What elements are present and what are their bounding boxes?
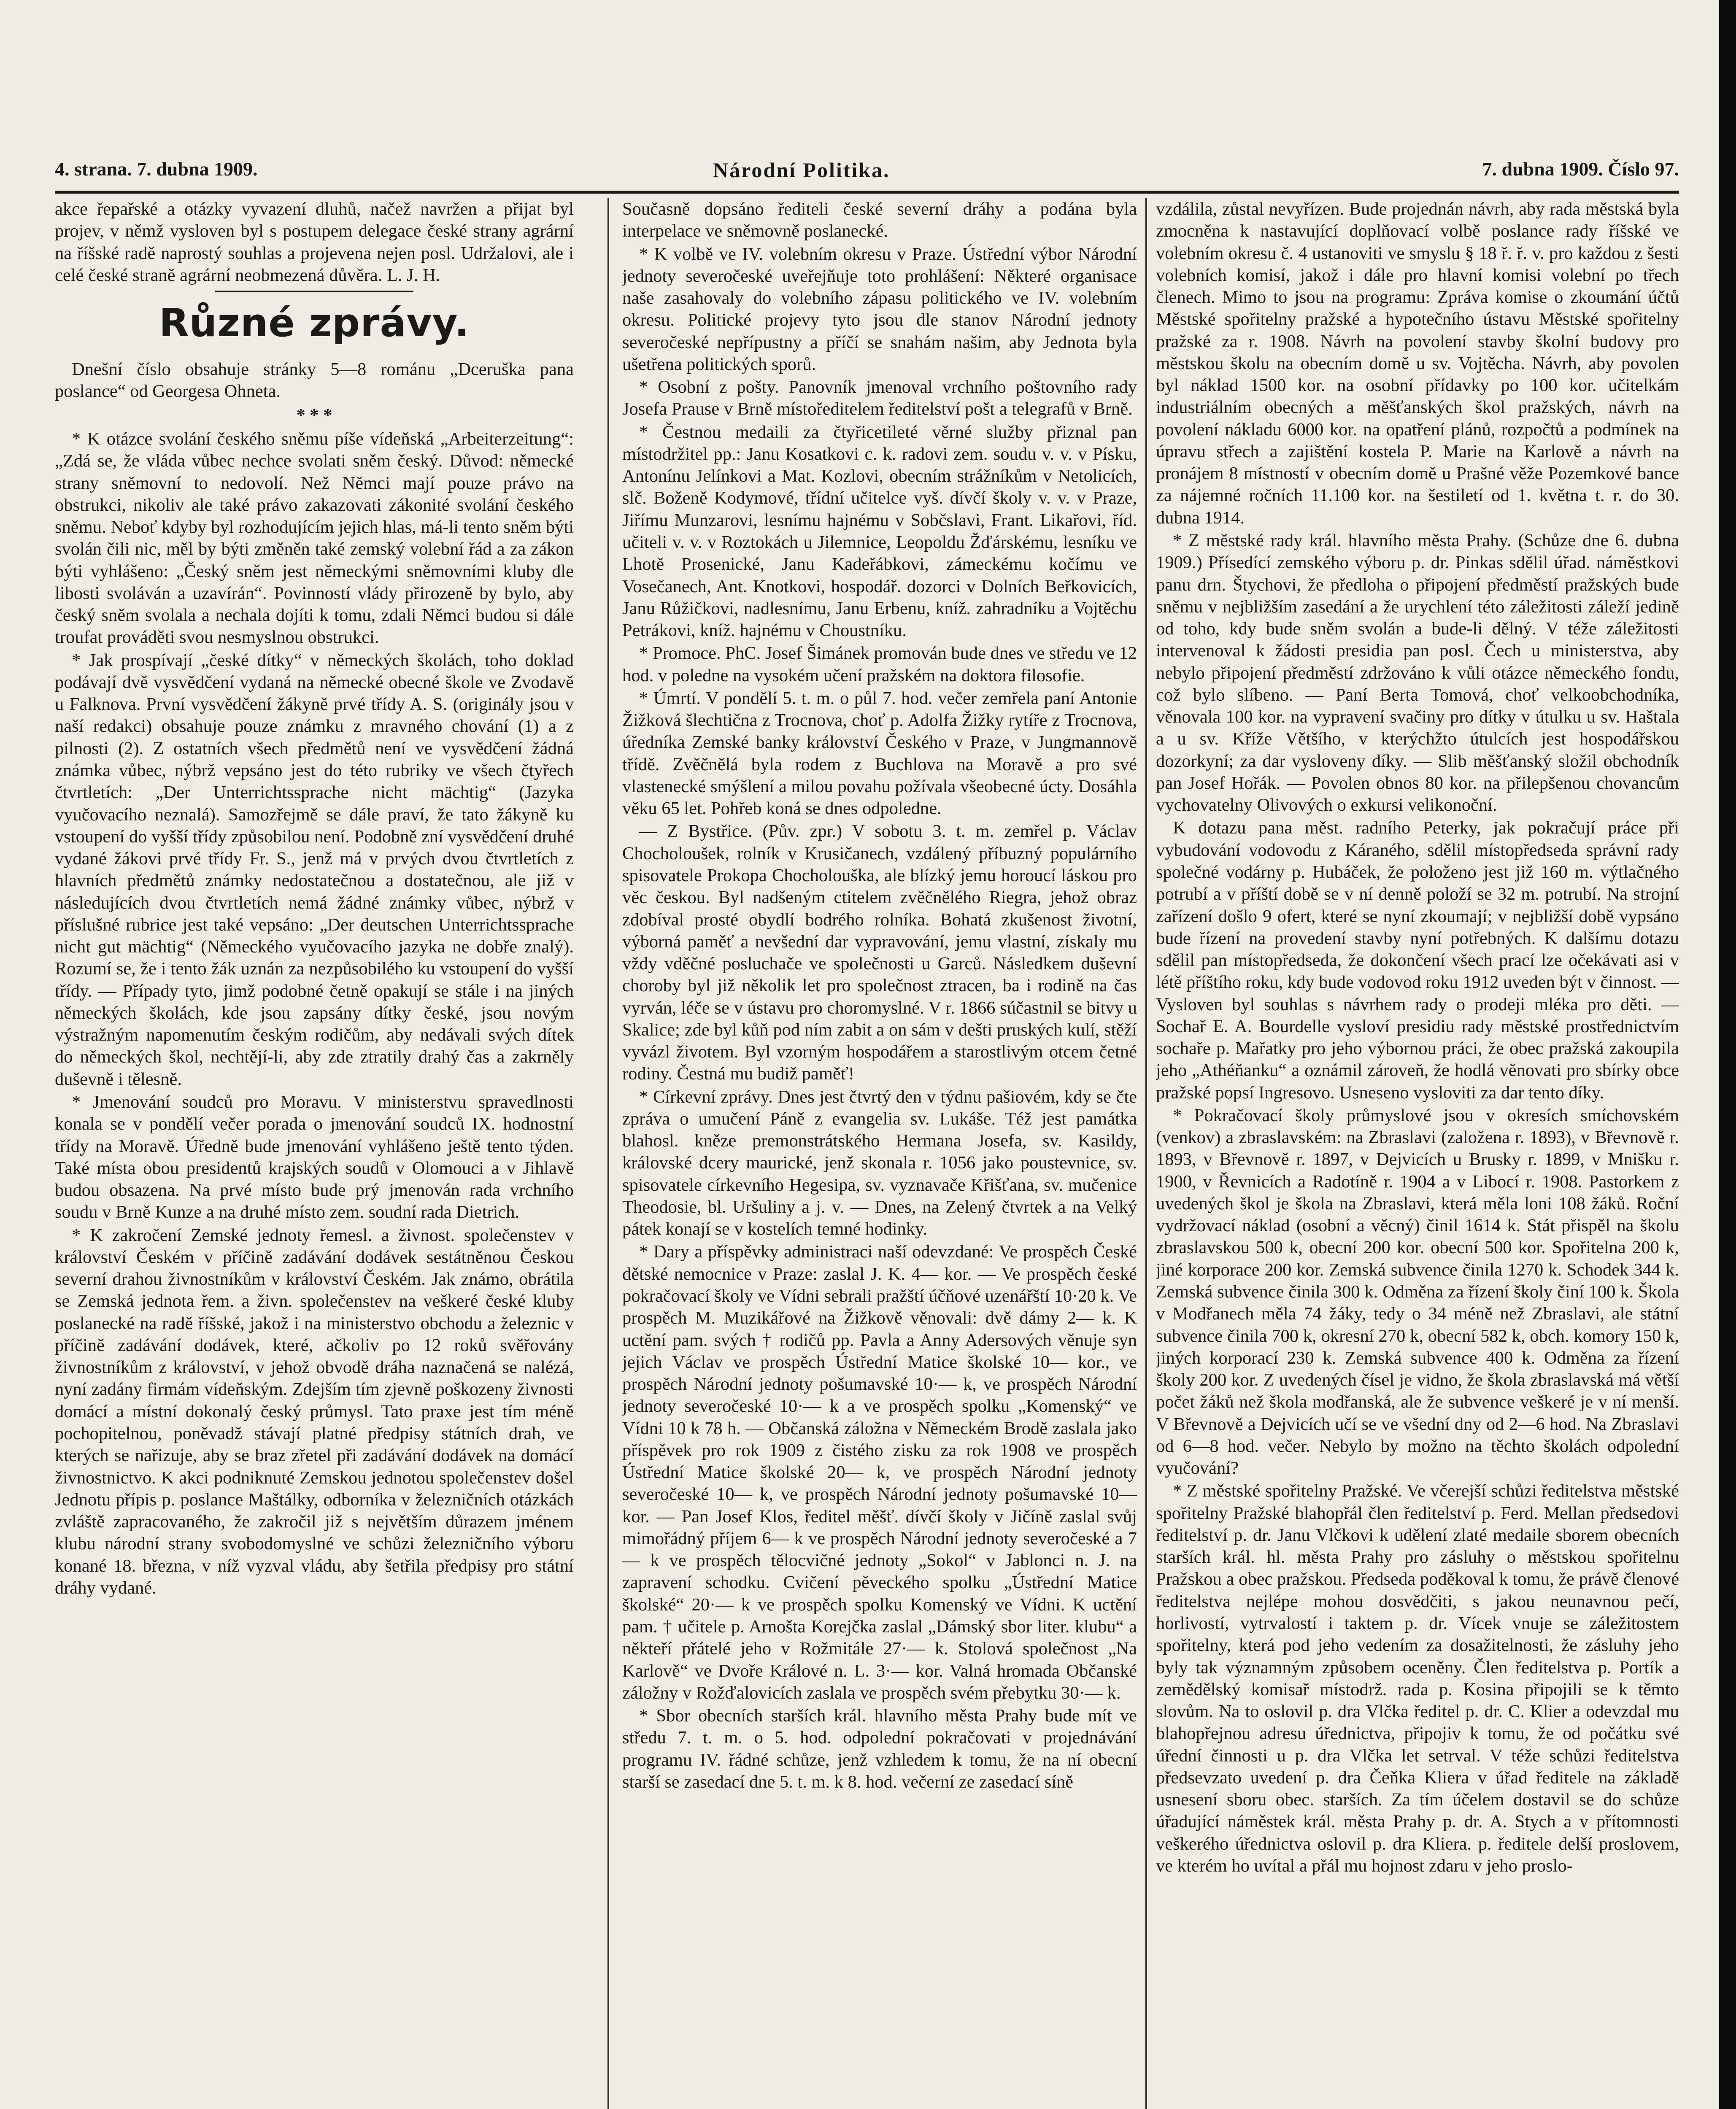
article-paragraph: * Z městské rady král. hlavního města Prahy. (Schůze dne 6. dubna 1909.) Přísedící zemského výboru p. dr. Pinkas sdělil úřad. náměstkovi panu drn. Štychovi, že předloha o připojení předměstí pražských bude sněmu v nejbližším zasedání a že urychlení této záležitosti záleží jedině od toho, kdy bude sněm svolán a bude-li dělný. V téže záležitosti intervenoval k žádosti presidia pan posl. Čech u ministerstva, aby nebylo připojení předměstí zdržováno k vůli otázce německého fondu, což bylo slíbeno. — Paní Berta Tomová, choť velkoobchodníka, věnovala 100 kor. na vypravení svačiny pro dítky v útulku u sv. Haštala a u sv. Kříže Většího, v kterýchžto útulcích jest hospodářskou dozorkyní; za dar vysloveny díky. — Slib měšťanský složil obchodník pan Josef Hořák. — Povolen obnos 80 kor. na přilepšenou chovancům vychovatelny Olivových o exkursi velikonoční. [1156,530,1679,815]
section-title: Různé zprávy. [159,300,470,346]
article-paragraph: * Církevní zprávy. Dnes jest čtvrtý den v týdnu pašiovém, kdy se čte zpráva o umučení Páně z evangelia sv. Lukáše. Též jest památka blahosl. kněze premonstrátského Hermana Josefa, sv. Kasildy, královské dcery maurické, jenž skonala r. 1056 jako poustevnice, sv. spisovatele církevního Hegesipa, sv. vyznavače Křišťana, sv. mučenice Theodosie, bl. Uršuliny a j. v. — Dnes, na Zelený čtvrtek a na Velký pátek konají se v kostelích temné hodinky. [622,1087,1137,1239]
section-divider-stars: * * * [296,405,332,425]
page-header [55,152,1679,190]
column-rule-2 [1145,198,1147,2109]
article-paragraph: * K otázce svolání českého sněmu píše vídeňská „Arbeiterzeitung“: „Zdá se, že vláda vůbec nechce svolati sněm český. Důvod: německé strany sněmovní to nedovolí. Než Němci mají pouze právo na obstrukci, nikoliv ale také právo zakazovati zákonité svolání českého sněmu. Neboť kdyby byl rozhodujícím jejich hlas, má-li tento sněm býti svolán čili nic, měl by býti změněn také zemský volební řád a za zákon býti vyhlášeno: „Český sněm jest německými sněmovními kluby dle libosti svoláván a uzavírán“. Povinností vlády přirozeně by bylo, aby český sněm svolala a nechala dojíti k tomu, zdali Němci budou si dále troufat prováděti svou nesmyslnou obstrukci. [55,429,574,647]
article-paragraph: * Sbor obecních starších král. hlavního města Prahy bude mít ve středu 7. t. m. o 5. hod. odpolední pokračovati v projednávání programu IV. řádné schůze, jenž vzhledem k tomu, že na ní obecní starší se zasedací dne 5. t. m. k 8. hod. večerní ze zasedací síně [622,1706,1137,1792]
article-paragraph: — Z Bystřice. (Pův. zpr.) V sobotu 3. t. m. zemřel p. Václav Chocholoušek, rolník v Krusičanech, vzdálený příbuzný populárního spisovatele Prokopa Chocholouška, ale blízký jemu horoucí láskou pro věc českou. Byl nadšeným ctitelem zvěčnělého Riegra, jehož obraz zdobíval prosté obydlí bodrého rolníka. Bohatá zkušenost životní, výborná paměť a nevšední dar vypravování, jemu vlastní, získaly mu vždy vděčné posluchače ve společnosti u Garců. Následkem duševní choroby byl již několik let pro společnost ztracen, ba i rodině na čas vyrván, léče se v ústavu pro choromyslné. V r. 1866 súčastnil se bitvy u Skalice; zde byl kůň pod ním zabit a on sám v dešti pruských kulí, stěží vyvázl životem. Byl vzorným hospodářem a starostlivým otcem četné rodiny. Čestná mu budiž paměť! [622,821,1137,1084]
article-paragraph: * Promoce. PhC. Josef Šimánek promován bude dnes ve středu ve 12 hod. v poledne na vysokém učení pražském na doktora filosofie. [622,643,1137,685]
article-paragraph: * Dary a příspěvky administraci naší odevzdané: Ve prospěch České dětské nemocnice v Praze: zaslal J. K. 4— kor. — Ve prospěch české pokračovací školy ve Vídni sebrali pražští účňové uzenářští 10·20 k. Ve prospěch M. Muzikářové na Žižkově věnovali: dvě dámy 2— k. K uctění pam. svých † rodičů pp. Pavla a Anny Adersových věnuje syn jejich Václav ve prospěch Ústřední Matice školské 10— kor., ve prospěch Národní jednoty pošumavské 10·— k, ve prospěch Národní jednoty severočeské 10·— k a ve prospěch spolku „Komenský“ ve Vídni 10 k 78 h. — Občanská záložna v Německém Brodě zaslala jako příspěvek pro rok 1909 z čistého zisku za rok 1908 ve prospěch Ústřední Matice školské 20— k, ve prospěch Národní jednoty severočeské 10— k, ve prospěch Národní jednoty pošumavské 10— kor. — Pan Josef Klos, ředitel měšť. dívčí školy v Jičíně zaslal svůj mimořádný příjem 6— k ve prospěch Národní jednoty severočeské a 7— k ve prospěch tělocvičné jednoty „Sokol“ v Jablonci n. J. na zapravení schodku. Cvičení pěveckého spolku „Ústřední Matice školské“ 20·— k ve prospěch spolku Komenský ve Vídni. K uctění pam. † učitele p. Arnošta Korejčka zaslal „Dámský sbor liter. klubu“ a někteří přátelé jeho v Rožmitále 27·— k. Stolová společnost „Na Karlově“ ve Dvoře Králové n. L. 3·— kor. Valná hromada Občanské záložny v Rožďalovicích zaslala ve prospěch svém přebytku 30·— k. [622,1242,1137,1703]
article-paragraph: K dotazu pana měst. radního Peterky, jak pokračují práce při vybudování vodovodu z Káraného, sdělil místopředseda správní rady společné vodárny p. Hubáček, že položeno jest již 160 m. výtlačného potrubí a v příští době se v ní denně položí se 32 m. potrubí. Na strojní zařízení došlo 9 ofert, které se nyní zkoumají; v nejbližší době vypsáno bude řízení na provedení stavby nyní potřebných. K dalšímu dotazu sdělil pan místopředseda, že dokončení všech prací lze očekávati asi v létě příštího roku, kdy bude vodovod roku 1912 uveden být v činnost. — Vysloven byl souhlas s návrhem rady o prodeji mléka pro děti. — Sochař E. A. Bourdelle vysloví presidiu rady městské prostřednictvím sochaře p. Mařatky pro jeho výbornou práci, že obec pražská zakoupila jeho „Athéňanku“ a oznámil zároveň, že hodlá věnovati pro sbírky obce pražské popsí Ingresovo. Usneseno vysloviti za dar tento díky. [1156,818,1679,1103]
scan-border [1719,0,1736,2109]
header-left: 4. strana. 7. dubna 1909. [55,158,258,180]
article-paragraph: Současně dopsáno řediteli české severní dráhy a podána byla interpelace ve sněmovně poslanecké. [622,199,1137,241]
article-paragraph: * Čestnou medaili za čtyřicetileté věrné služby přiznal pan místodržitel pp.: Janu Kosatkovi c. k. radovi zem. soudu v. v. v Písku, Antonínu Jelínkovi a Mat. Kozlovi, obecním strážníkům v Netolicích, slč. Boženě Kodymové, třídní učitelce vyš. dívčí školy v. v. v Praze, Jiřímu Munzarovi, lesnímu hajnému v Sobčslavi, Frant. Likařovi, říd. učiteli v. v. v Roztokách u Jilemnice, Leopoldu Žďárskému, lesníku ve Lhotě Prosenické, Janu Kadeřábkovi, zámeckému kočímu ve Vosečanech, Ant. Knotkovi, hospodář. dozorci v Dolních Beřkovicích, Janu Růžičkovi, nadlesnímu, Janu Erbenu, kníž. zahradníku a Vojtěchu Petrákovi, kníž. hajnému v Choustníku. [622,422,1137,641]
article-paragraph: vzdálila, zůstal nevyřízen. Bude projednán návrh, aby rada městská byla zmocněna k nastavující doplňovací volbě poslance rady říšské ve volebním okresu č. 4 ustanoviti ve smyslu § 18 ř. ř. v. pro každou z šesti volebních komisí, jakož i dále pro hlavní komisi volební po třech členech. Mimo to jsou na programu: Zpráva komise o zkoumání účtů Městské spořitelny pražské a hypotečního ústavu Městské spořitelny pražské za r. 1908. Návrh na povolení stavby školní budovy pro městskou školu na obecním domě u sv. Vojtěcha. Návrh, aby povolen byl náklad 1500 kor. na osobní přídavky po 100 kor. učitelkám industriálním obecných a měšťanských škol pražských, návrh na povolení nákladu 6000 kor. na opatření plánů, rozpočtů a podmínek na úpravu střech a zajištění kostela P. Marie na Karlově a návrh na pronájem 8 místností v obecním domě u Prašné věže Pozemkové bance za nájemné ročních 11.100 kor. na šestiletí od 1. května t. r. do 30. dubna 1914. [1156,199,1679,528]
section-rule [215,291,413,292]
article-paragraph: * Pokračovací školy průmyslové jsou v okresích smíchovském (venkov) a zbraslavském: na Zbraslavi (založena r. 1893), v Břevnově r. 1893, v Břevnově r. 1897, v Dejvicích u Brusky r. 1899, v Mnišku r. 1900, v Řevnicích a Radotíně r. 1904 a v Libocí r. 1908. Pastorkem z uvedených škol je škola na Zbraslavi, která měla loni 108 žáků. Roční vydržovací náklad (osobní a věcný) činil 1614 k. Stát přispěl na školu zbraslavskou 500 k, obecní 200 kor. obecní 500 kor. Spořitelna 200 k, jiné korporace 200 kor. Zemská subvence činila 1270 k. Schodek 344 k. Zemská subvence činila 300 k. Odměna za řízení školy činí 100 k. Škola v Modřanech měla 74 žáky, tedy o 34 méně než Zbraslavi, ale státní subvence činila 700 k, okresní 270 k, obecní 582 k, obch. komory 150 k, jiných korporací 230 k. Zemská subvence 400 k. Odměna za řízení školy 200 kor. Z uvedených čísel je vidno, že škola zbraslavská má větší počet žáků než škola modřanská, ale že subvence veškeré je v ní menší. V Břevnově a Dejvicích učí se ve všední dny od 2—6 hod. Na Zbraslavi od 6—8 hod. večer. Nebylo by možno na těchto školách odpolední vyučování? [1156,1105,1679,1478]
article-paragraph: * K volbě ve IV. volebním okresu v Praze. Ústřední výbor Národní jednoty severočeské uveřejňuje toto prohlášení: Některé organisace naše zasahovaly do volebního zápasu politického ve IV. volebním okresu. Politické projevy tyto jsou dle stanov Národní jednoty severočeské nepřípustny a příčí se snahám našim, aby Jednota byla ušetřena politických sporů. [622,244,1137,374]
column-2 [622,198,1137,2109]
header-rule [55,191,1679,194]
masthead-title: Národní Politika. [713,158,890,182]
article-paragraph: * Osobní z pošty. Panovník jmenoval vrchního poštovního rady Josefa Prause v Brně místoředitelem ředitelství pošt a telegrafů v Brně. [622,377,1137,419]
article-paragraph: * Z městské spořitelny Pražské. Ve včerejší schůzi ředitelstva městské spořitelny Pražské blahopřál člen ředitelství p. Ferd. Mellan předsedovi ředitelství p. dr. Janu Vlčkovi k udělení zlaté medaile sborem obecních starších král. hl. města Prahy pro zásluhy o městskou spořitelnu Pražskou a obec pražskou. Předseda poděkoval k tomu, že právě členové ředitelstva nejlépe mohou dosvědčiti, s jakou neunavnou pečí, horlivostí, vytrvalostí i taktem p. dr. Vícek vnuje se záležitostem spořitelny, která pod jeho vedením za dosažitelnosti, že zásluhy jeho byly tak významným způsobem oceněny. Člen ředitelstva p. Portík a zemědělský komisař místodrž. rada p. Kosina připojili se k těmto slovům. Na to oslovil p. dra Vlčka ředitel p. dr. C. Klier a odevzdal mu blahopřejnou adresu úřednictva, připojiv k tomu, že od počátku své úřední činnosti u p. dra Vlčka let setrval. V téže schůzi ředitelstva předsevzato uvedení p. dra Čeňka Kliera v úřad ředitele na základě usnesení sboru obec. starších. Za tím účelem dostavil se do schůze úřadující náměstek král. města Prahy p. dr. A. Stych a v přítomnosti veškerého úřednictva oslovil p. dra Kliera. p. ředitele delší proslovem, ve kterém ho uvítal a přál mu hojnost zdaru v jeho proslo- [1156,1481,1679,1876]
article-paragraph: * Úmrtí. V pondělí 5. t. m. o půl 7. hod. večer zemřela paní Antonie Žižková šlechtična z Trocnova, choť p. Adolfa Žižky rytíře z Trocnova, úředníka Zemské banky království Českého v Praze, v Jungmannově třídě. Zvěčnělá byla rodem z Buchlova na Moravě a pro své vlastenecké smýšlení a milou povahu požívala všeobecné úcty. Dosáhla věku 65 let. Pohřeb koná se dnes odpoledne. [622,688,1137,819]
article-paragraph: * Jak prospívají „české dítky“ v německých školách, toho doklad podávají dvě vysvědčení vydaná na německé obecné škole ve Zvodavě u Falknova. První vysvědčení žákyně prvé třídy A. S. (originály jsou v naší redakci) obsahuje pouze známku z mravného chování (1) a z pilnosti (2). Z ostatních všech předmětů není ve vysvědčení žádná známka vůbec, nýbrž vepsáno jest do této rubriky ve všech čtyřech čtvrtletích: „Der Unterrichtssprache nicht mächtig“ (Jazyka vyučovacího neznalá). Samozřejmě se dále praví, že tato žákyně ku vstoupení do vyšší třídy způsobilou není. Podobně zní vysvědčení druhé vydané žákovi prvé třídy Fr. S., jenž má v prvých dvou čtvrtletích z hlavních předmětů známky nedostatečnou a dostatečnou, ale již v následujících dvou čtvrtletích nemá žádné známky vůbec, nýbrž v příslušné rubrice jest také vepsáno: „Der deutschen Unterrichtssprache nicht gut mächtig“ (Německého vyučovacího jazyka ne dobře znalý). Rozumí se, že i tento žák uznán za nezpůsobilého ku vstoupení do vyšší třídy. — Případy tyto, jimž podobné četně opakují se stále i na jiných německých školách, kde jsou zapsány dítky české, jsou novým výstražným napomenutím českým rodičům, aby nedávali svých dítek do německých škol, nechtějí-li, aby zde ztratily drahý čas a zakrněly duševně i tělesně. [55,650,574,1089]
article-paragraph: akce řepařské a otázky vyvazení dluhů, načež navržen a přijat byl projev, v němž vysloven byl s postupem delegace české strany agrární na říšské radě naprostý souhlas a projevena nejen posl. Udržalovi, ale i celé české straně agrární neobmezená důvěra. L. J. H. [55,199,574,285]
column-1 [55,198,574,2109]
column-3 [1156,198,1679,2109]
header-right: 7. dubna 1909. Číslo 97. [1482,158,1679,180]
article-paragraph: Dnešní číslo obsahuje stránky 5—8 románu „Dceruška pana poslance“ od Georgesa Ohneta. [55,359,574,402]
article-paragraph: * Jmenování soudců pro Moravu. V ministerstvu spravedlnosti konala se v pondělí večer porada o jmenování soudců IX. hodnostní třídy na Moravě. Úředně bude jmenování vyhlášeno ještě tento týden. Také místa obou presidentů krajských soudů v Olomouci a v Jihlavě budou obsazena. Na prvé místo bude prý jmenován rada vrchního soudu v Brně Kunze a na druhé místo zem. soudní rada Dietrich. [55,1092,574,1222]
article-paragraph: * K zakročení Zemské jednoty řemesl. a živnost. společenstev v království Českém v příčině zadávání dodávek sestátněnou Českou severní drahou živnostníkům v království Českém. Jak známo, obrátila se Zemská jednota řem. a živn. společenstev na veškeré české kluby poslanecké na radě říšské, jakož i na ministerstvo obchodu a železnic v příčině zadávání dodávek, které, ačkoliv po 12 roků svěřovány živnostníkům z království, v jehož obvodě dráha naznačená se nalézá, nyní zadány firmám vídeňským. Zdejším tím zjevně poškozeny živnosti domácí a místní dokonalý český průmysl. Tato praxe jest tím méně pochopitelnou, poněvadž stávají platné předpisy státních drah, ve kterých se nařizuje, aby se braz zřetel při zadávání dodávek na domácí živnostnictvo. K akci podniknuté Zemskou jednotou společenstev došel Jednotu přípis p. poslance Maštálky, odborníka v železničních otázkách zvláště zapracovaného, že zakročil již s největším důrazem jménem klubu národní strany svobodomyslné ve schůzi železničního výboru konané 18. března, v níž vyzval vládu, aby šetřila předpisy pro státní dráhy vydané. [55,1225,574,1598]
column-rule-1 [607,198,609,2109]
